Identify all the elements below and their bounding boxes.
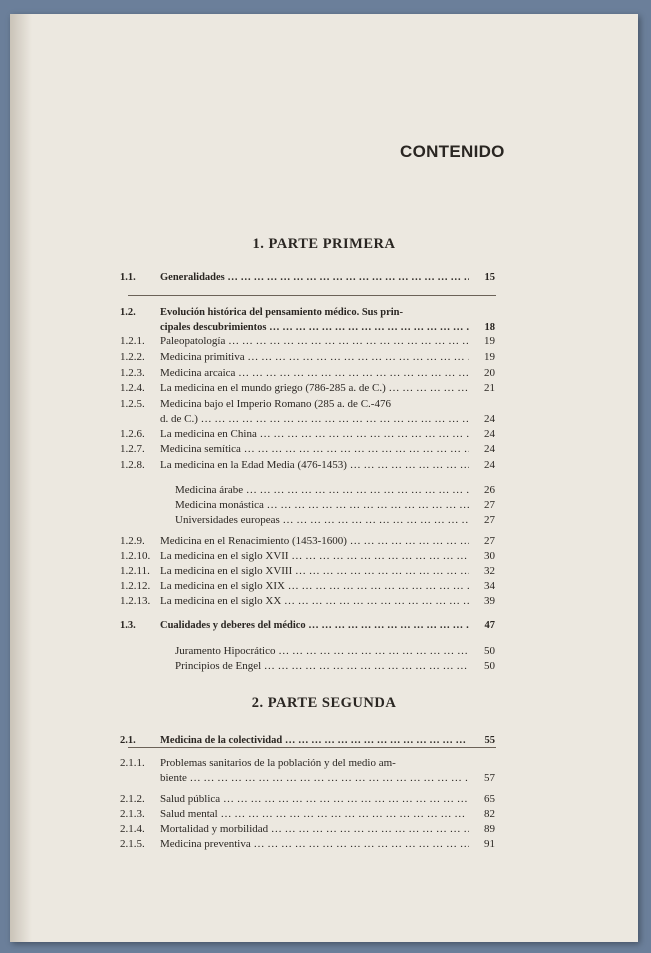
toc-entry-title: Generalidades … … … … … … … … … … … … … … … … … … … … … … … … … … … … … … … [160,270,469,285]
toc-entry-title: Cualidades y deberes del médico … … … … … … … … … … … … … … … … … … … … … … … … … … … … … … … [160,618,469,633]
toc-entry-page: 65 [484,793,495,805]
toc-entry-title: Salud pública … … … … … … … … … … … … … … … … … … … … … … … … … … … … … … … [160,792,469,807]
toc-entry-title: La medicina en China … … … … … … … … … … … … … … … … … … … … … … … … … … … … … … … [160,427,469,442]
toc-entry-page: 21 [484,382,495,394]
toc-entry-page: 91 [484,838,495,850]
toc-entry-title-continued: cipales descubrimientos … … … … … … … … … … … … … … … … … … … … … … … … [160,320,469,335]
toc-entry-title: Principios de Engel … … … … … … … … … … … … … … … … … … … … … … … … … … … … … … … [175,659,469,674]
toc-entry-number: 1.2.2. [120,351,145,363]
toc-entry-title: Universidades europeas … … … … … … … … … … … … … … … … … … … … … … … … … … … … … … … [175,513,469,528]
toc-entry-page: 32 [484,565,495,577]
toc-entry-page: 30 [484,550,495,562]
toc-entry-title-continued: biente … … … … … … … … … … … … … … … … … … … … … … … … [160,771,469,786]
toc-entry-title: La medicina en la Edad Media (476-1453) … … … … … … … … … … … … … … … … … … … … … … … … … … … … … … … [160,458,469,473]
toc-entry-title: Salud mental … … … … … … … … … … … … … … … … … … … … … … … … … … … … … … … [160,807,469,822]
part-title-2: 2. PARTE SEGUNDA [251,695,397,711]
toc-entry-number: 2.1.2. [120,793,145,805]
toc-entry-number: 1.2.9. [120,535,145,547]
toc-entry-number: 1.2.4. [120,382,145,394]
toc-entry-number: 2.1.3. [120,808,145,820]
toc-entry-title: Medicina bajo el Imperio Romano (285 a. de C.-476 [160,398,391,410]
toc-entry-page: 24 [484,428,495,440]
toc-entry-page: 50 [484,645,495,657]
toc-entry-title: La medicina en el siglo XVII … … … … … … … … … … … … … … … … … … … … … … … … … … … … … … … [160,549,469,564]
toc-entry-page: 47 [484,620,495,631]
toc-entry-title: La medicina en el siglo XVIII … … … … … … … … … … … … … … … … … … … … … … … … … … … … … … … [160,564,469,579]
toc-entry-page: 34 [484,580,495,592]
toc-entry-title: La medicina en el mundo griego (786-285 a. de C.) … … … … … … … … … … … … … … … … … … … … … … … … … … … … … … … [160,381,469,396]
toc-entry-page: 18 [484,322,495,333]
toc-entry-title: Paleopatología … … … … … … … … … … … … … … … … … … … … … … … … … … … … … … … [160,334,469,349]
page-spine-shadow [10,14,32,942]
toc-entry-page: 27 [484,535,495,547]
toc-entry-title: Juramento Hipocrático … … … … … … … … … … … … … … … … … … … … … … … … … … … … … … … [175,644,469,659]
toc-entry-number: 1.2.5. [120,398,145,410]
toc-entry-number: 1.1. [120,272,136,283]
toc-entry-page: 19 [484,335,495,347]
toc-entry-page: 27 [484,514,495,526]
toc-entry-title: Medicina monástica … … … … … … … … … … … … … … … … … … … … … … … … … … … … … … … [175,498,469,513]
toc-entry-title-continued: d. de C.) … … … … … … … … … … … … … … … … … … … … … … … … [160,412,469,427]
toc-entry-page: 24 [484,443,495,455]
toc-entry-page: 15 [484,272,495,283]
toc-entry-title: Medicina arcaica … … … … … … … … … … … … … … … … … … … … … … … … … … … … … … … [160,366,469,381]
toc-entry-title: Medicina en el Renacimiento (1453-1600) … … … … … … … … … … … … … … … … … … … … … … … … … … … … … … … [160,534,469,549]
toc-entry-page: 19 [484,351,495,363]
toc-entry-number: 2.1.4. [120,823,145,835]
toc-entry-number: 1.2.6. [120,428,145,440]
toc-entry-number: 1.2.7. [120,443,145,455]
divider-rule [128,295,496,296]
toc-entry-number: 2.1.1. [120,757,145,769]
toc-entry-page: 26 [484,484,495,496]
toc-entry-number: 1.2.10. [120,550,151,562]
toc-entry-number: 1.2.11. [120,565,150,577]
part-title-1: 1. PARTE PRIMERA [252,236,396,252]
toc-entry-title: Mortalidad y morbilidad … … … … … … … … … … … … … … … … … … … … … … … … … … … … … … … [160,822,469,837]
toc-entry-page: 55 [484,735,495,746]
toc-entry-title: Problemas sanitarios de la población y del medio am- [160,757,396,769]
toc-entry-title: La medicina en el siglo XX … … … … … … … … … … … … … … … … … … … … … … … … … … … … … … … [160,594,469,609]
toc-entry-title: Medicina semítica … … … … … … … … … … … … … … … … … … … … … … … … … … … … … … … [160,442,469,457]
toc-entry-page: 27 [484,499,495,511]
toc-entry-number: 2.1. [120,735,136,746]
toc-entry-title: Evolución histórica del pensamiento médico. Sus prin- [160,307,403,318]
toc-entry-number: 1.2.3. [120,367,145,379]
toc-entry-number: 1.2.1. [120,335,145,347]
toc-entry-number: 1.2.13. [120,595,151,607]
toc-entry-title: Medicina preventiva … … … … … … … … … … … … … … … … … … … … … … … … … … … … … … … [160,837,469,852]
toc-entry-number: 1.2.12. [120,580,151,592]
toc-entry-page: 89 [484,823,495,835]
toc-entry-title: Medicina de la colectividad … … … … … … … … … … … … … … … … … … … … … … … … … … … … … … … [160,733,469,748]
toc-entry-title: La medicina en el siglo XIX … … … … … … … … … … … … … … … … … … … … … … … … … … … … … … … [160,579,469,594]
toc-entry-page: 57 [484,772,495,784]
toc-entry-number: 1.2. [120,307,136,318]
toc-entry-page: 50 [484,660,495,672]
toc-entry-number: 1.3. [120,620,136,631]
toc-entry-page: 20 [484,367,495,379]
toc-entry-title: Medicina primitiva … … … … … … … … … … … … … … … … … … … … … … … … … … … … … … … [160,350,469,365]
toc-entry-page: 82 [484,808,495,820]
toc-entry-page: 24 [484,459,495,471]
toc-entry-title: Medicina árabe … … … … … … … … … … … … … … … … … … … … … … … … … … … … … … … [175,483,469,498]
page-title: CONTENIDO [400,142,505,161]
toc-entry-page: 39 [484,595,495,607]
toc-entry-page: 24 [484,413,495,425]
toc-entry-number: 1.2.8. [120,459,145,471]
book-page [10,14,638,942]
toc-entry-number: 2.1.5. [120,838,145,850]
